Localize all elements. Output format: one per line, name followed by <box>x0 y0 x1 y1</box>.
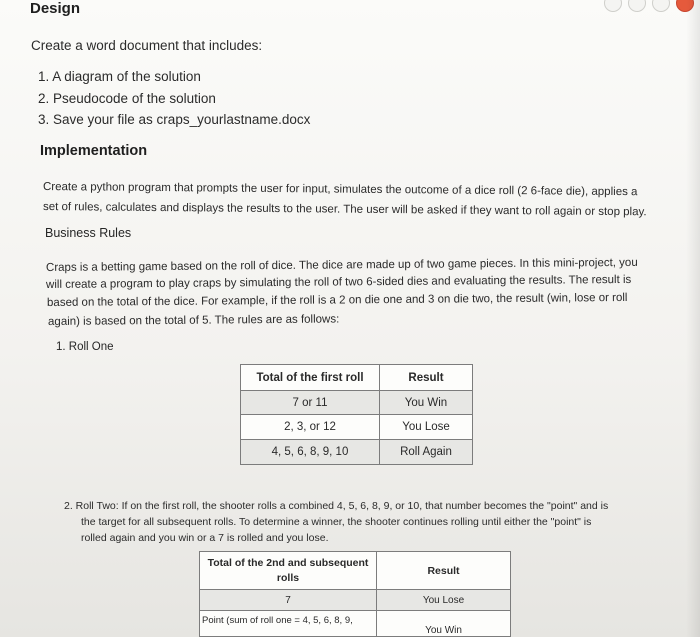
table-cell: 4, 5, 6, 8, 9, 10 <box>241 440 380 465</box>
business-rules-line: again) is based on the total of 5. The rules are as follows: <box>47 313 340 328</box>
design-list-item: 2. Pseudocode of the solution <box>38 91 216 106</box>
table-cell: You Win <box>377 611 511 637</box>
roll-two-line: 2. Roll Two: If on the first roll, the shooter rolls a combined 4, 5, 6, 8, 9, or 10, that number becomes the "point" and is <box>64 500 609 512</box>
roll-two-line: rolled again and you win or a 7 is rolled and you lose. <box>81 532 329 544</box>
table-row <box>200 590 511 611</box>
table-cell: 2, 3, or 12 <box>241 415 380 440</box>
header-line: rolls <box>276 571 300 584</box>
business-rules-line: Craps is a betting game based on the roll of dice. The dice are made up of two game pieces. In this mini-project, you <box>45 256 638 274</box>
window-top-strip <box>0 0 700 16</box>
roll-two-line: the target for all subsequent rolls. To determine a winner, the shooter continues rolling until either the "point" is <box>81 516 592 528</box>
table-row <box>241 440 473 465</box>
business-rules-heading: Business Rules <box>45 226 132 240</box>
design-heading: Design <box>30 0 81 17</box>
table-header-cell: Total of the first roll <box>241 365 380 391</box>
design-intro: Create a word document that includes: <box>31 38 263 53</box>
table-header-row <box>241 365 473 391</box>
business-rules-line: will create a program to play craps by simulating the roll of two 6-sided dies and evaluating the results. The result is <box>45 273 632 291</box>
table-header-cell <box>200 552 377 590</box>
table-header-cell: Result <box>377 552 511 590</box>
table-cell: You Lose <box>377 590 511 611</box>
table-cell: 7 <box>200 590 377 611</box>
implementation-heading: Implementation <box>40 143 148 159</box>
table-header-cell: Result <box>380 365 473 391</box>
table-row <box>241 415 473 440</box>
table-cell: You Win <box>380 391 473 415</box>
table-cell: 7 or 11 <box>241 391 380 415</box>
roll-one-table <box>240 364 473 465</box>
implementation-line: Create a python program that prompts the user for input, simulates the outcome of a dice roll (2 6-face die), applies a <box>42 181 638 199</box>
table-cell: Roll Again <box>380 440 473 465</box>
table-header-row <box>200 552 511 590</box>
table-row <box>241 391 473 415</box>
business-rules-line: based on the total of the dice. For example, if the roll is a 2 on die one and 3 on die two, the result (win, lose or roll <box>46 291 628 309</box>
table-row <box>200 611 511 637</box>
header-line: Total of the 2nd and subsequent <box>207 556 369 569</box>
roll-one-label: 1. Roll One <box>56 341 114 353</box>
implementation-line: set of rules, calculates and displays the results to the user. The user will be asked if they want to roll again or stop play. <box>42 201 647 219</box>
toolbar-circle-icon <box>628 0 646 12</box>
roll-two-table <box>199 551 511 637</box>
toolbar-circle-icon <box>652 0 670 12</box>
design-list-item: 1. A diagram of the solution <box>38 69 201 84</box>
table-cell: You Lose <box>380 415 473 440</box>
table-cell: Point (sum of roll one = 4, 5, 6, 8, 9, <box>200 611 377 637</box>
page-edge-shadow <box>686 0 700 637</box>
toolbar-circle-icon <box>604 0 622 12</box>
design-list-item: 3. Save your file as craps_yourlastname.docx <box>38 112 311 127</box>
